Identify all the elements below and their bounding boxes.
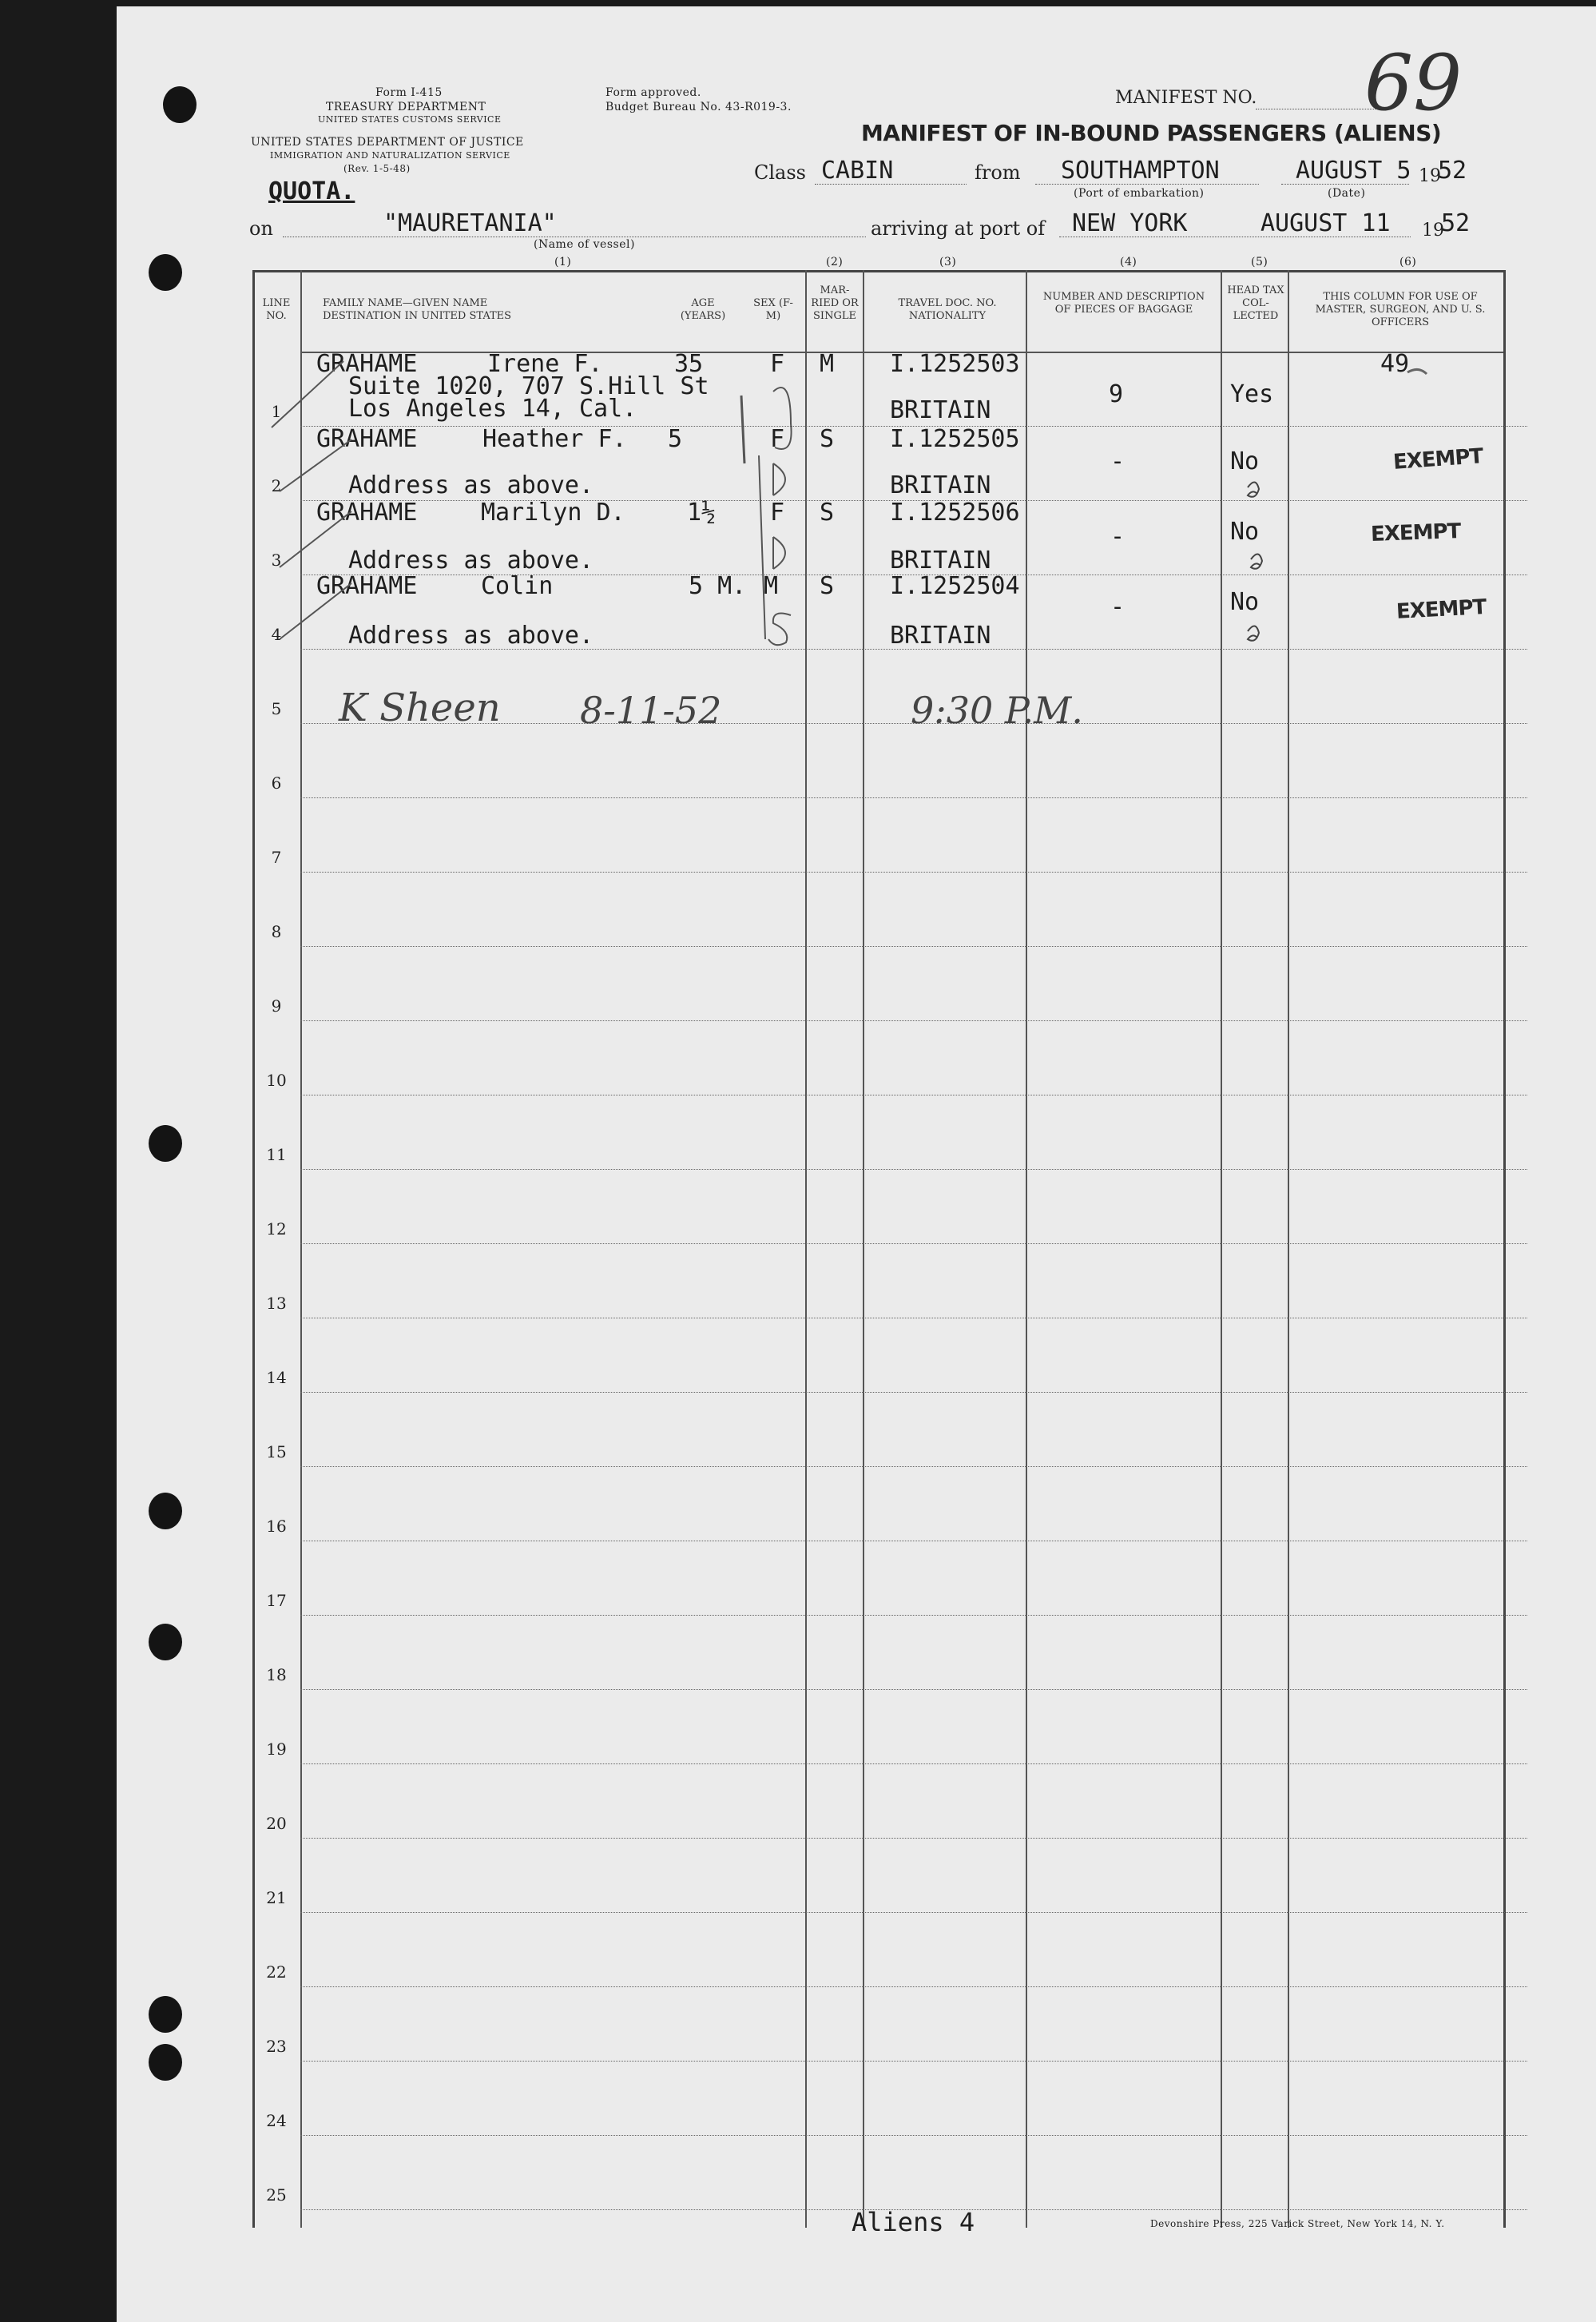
form-number: Form I-415 bbox=[375, 86, 443, 99]
column-number: (3) bbox=[939, 256, 957, 268]
age: 1½ bbox=[687, 499, 717, 527]
marital-status: S bbox=[820, 499, 835, 527]
pencil-smudge bbox=[1407, 369, 1427, 374]
surname: GRAHAME bbox=[316, 572, 418, 600]
name-header: FAMILY NAME—GIVEN NAME bbox=[323, 297, 488, 309]
line-number: 12 bbox=[266, 1219, 287, 1239]
pencil-letter bbox=[773, 463, 785, 495]
address-line-1: Address as above. bbox=[348, 622, 594, 650]
pencil-initial bbox=[1248, 626, 1259, 640]
line-number: 15 bbox=[266, 1442, 287, 1461]
married-header: MAR- RIED OR SINGLE bbox=[811, 284, 859, 322]
marital-status: S bbox=[820, 572, 835, 600]
customs-service: UNITED STATES CUSTOMS SERVICE bbox=[318, 114, 502, 125]
exempt-stamp: EXEMPT bbox=[1370, 519, 1461, 547]
on-label: on bbox=[249, 217, 273, 240]
baggage-count: - bbox=[1110, 523, 1126, 551]
printer-imprint: Devonshire Press, 225 Varick Street, New York 14, N. Y. bbox=[1150, 2218, 1445, 2229]
age: 5 M. bbox=[689, 572, 747, 600]
officers-header: THIS COLUMN FOR USE OF MASTER, SURGEON, AND U. S. OFFICERS bbox=[1315, 291, 1486, 328]
sex: F bbox=[770, 350, 785, 378]
address-line-1: Address as above. bbox=[348, 547, 594, 575]
nationality: BRITAIN bbox=[890, 622, 991, 650]
arrival-year: 52 bbox=[1441, 209, 1471, 237]
line-number: 13 bbox=[266, 1294, 287, 1313]
line-number: 25 bbox=[266, 2185, 287, 2205]
given-name: Irene F. bbox=[487, 350, 603, 378]
manifest-number: 69 bbox=[1364, 38, 1463, 128]
quota-label: QUOTA. bbox=[268, 177, 355, 205]
pencil-stroke bbox=[759, 455, 765, 639]
baggage-count: 9 bbox=[1109, 380, 1124, 408]
marital-status: S bbox=[820, 425, 835, 453]
baggage-count: - bbox=[1110, 593, 1126, 621]
address-line-1: Address as above. bbox=[348, 471, 594, 499]
marital-status: M bbox=[820, 350, 835, 378]
class-value: CABIN bbox=[821, 157, 894, 185]
pencil-initial bbox=[1248, 482, 1259, 496]
travel-doc-number: I.1252504 bbox=[890, 572, 1020, 600]
sex: M bbox=[764, 572, 779, 600]
travel-doc-header: TRAVEL DOC. NO. NATIONALITY bbox=[898, 297, 997, 322]
line-number: 17 bbox=[266, 1591, 287, 1610]
line-number: 22 bbox=[266, 1962, 287, 1982]
line-number: 23 bbox=[266, 2037, 287, 2056]
line-number: 3 bbox=[271, 551, 282, 570]
column-number: (5) bbox=[1251, 256, 1268, 268]
line-number: 16 bbox=[266, 1517, 287, 1536]
arrival-date: AUGUST 11 bbox=[1261, 209, 1391, 237]
column-number: (6) bbox=[1399, 256, 1417, 268]
line-number: 7 bbox=[271, 848, 282, 867]
age-header: AGE (YEARS) bbox=[680, 297, 726, 322]
surname: GRAHAME bbox=[316, 425, 418, 453]
head-tax: No bbox=[1230, 588, 1260, 616]
departure-date: AUGUST 5 bbox=[1296, 157, 1411, 185]
officer-note: 49 bbox=[1380, 350, 1410, 378]
pencil-tick bbox=[272, 361, 343, 427]
given-name: Marilyn D. bbox=[481, 499, 625, 527]
surname: GRAHAME bbox=[316, 499, 418, 527]
travel-doc-number: I.1252506 bbox=[890, 499, 1020, 527]
line-number: 19 bbox=[266, 1740, 287, 1759]
departure-year-prefix: 19 bbox=[1419, 166, 1441, 186]
travel-doc-number: I.1252505 bbox=[890, 425, 1020, 453]
arrival-port: NEW YORK bbox=[1072, 209, 1188, 237]
line-number: 11 bbox=[266, 1145, 287, 1164]
revision-date: (Rev. 1-5-48) bbox=[343, 163, 411, 174]
age: 35 bbox=[674, 350, 704, 378]
date-caption: (Date) bbox=[1328, 187, 1366, 200]
baggage-count: - bbox=[1110, 447, 1126, 475]
embarkation-port: SOUTHAMPTON bbox=[1061, 157, 1220, 185]
nationality: BRITAIN bbox=[890, 547, 991, 575]
pencil-tick bbox=[280, 439, 351, 491]
line-number: 21 bbox=[266, 1888, 287, 1907]
embarkation-caption: (Port of embarkation) bbox=[1074, 187, 1205, 200]
exempt-stamp: EXEMPT bbox=[1392, 444, 1484, 475]
class-label: Class bbox=[754, 161, 806, 184]
arrival-year-prefix: 19 bbox=[1422, 221, 1444, 241]
address-line-1: Suite 1020, 707 S.Hill St bbox=[348, 372, 709, 400]
sex-header: SEX (F-M) bbox=[753, 297, 793, 322]
line-number: 8 bbox=[271, 922, 282, 941]
inspector-signature: K Sheen bbox=[339, 686, 501, 730]
pencil-stroke bbox=[741, 396, 744, 463]
line-number: 1 bbox=[271, 402, 282, 421]
form-approved: Form approved. bbox=[605, 86, 701, 99]
from-label: from bbox=[975, 161, 1021, 184]
pencil-initial bbox=[1251, 554, 1262, 568]
footer-aliens-count: Aliens 4 bbox=[852, 2207, 975, 2237]
manifest-title: MANIFEST OF IN-BOUND PASSENGERS (ALIENS) bbox=[861, 120, 1442, 146]
travel-doc-number: I.1252503 bbox=[890, 350, 1020, 378]
pencil-tick bbox=[280, 583, 351, 639]
line-number: 14 bbox=[266, 1368, 287, 1387]
nationality: BRITAIN bbox=[890, 396, 991, 424]
pencil-letter bbox=[768, 614, 791, 646]
column-number: (1) bbox=[554, 256, 572, 268]
address-line-2: Los Angeles 14, Cal. bbox=[348, 395, 637, 423]
sex: F bbox=[770, 425, 785, 453]
budget-bureau: Budget Bureau No. 43-R019-3. bbox=[605, 101, 792, 113]
pencil-letter bbox=[773, 537, 785, 569]
line-number: 5 bbox=[271, 699, 282, 718]
line-number: 2 bbox=[271, 476, 282, 495]
line-number: 24 bbox=[266, 2111, 287, 2130]
head-tax: Yes bbox=[1230, 380, 1274, 408]
column-number: (4) bbox=[1120, 256, 1137, 268]
head-tax: No bbox=[1230, 447, 1260, 475]
department-of-justice: UNITED STATES DEPARTMENT OF JUSTICE bbox=[251, 136, 524, 149]
head-tax-header: HEAD TAX COL- LECTED bbox=[1227, 284, 1284, 322]
signature-time: 9:30 P.M. bbox=[911, 689, 1083, 732]
age: 5 bbox=[668, 425, 683, 453]
column-number: (2) bbox=[826, 256, 844, 268]
vessel-caption: (Name of vessel) bbox=[534, 238, 635, 251]
vessel-name: "MAURETANIA" bbox=[383, 209, 557, 237]
line-number: 4 bbox=[271, 625, 282, 644]
nationality: BRITAIN bbox=[890, 471, 991, 499]
line-number: 10 bbox=[266, 1071, 287, 1090]
line-number: 6 bbox=[271, 773, 282, 793]
destination-header: DESTINATION IN UNITED STATES bbox=[323, 310, 512, 322]
line-number: 18 bbox=[266, 1665, 287, 1684]
head-tax: No bbox=[1230, 518, 1260, 546]
signature-date: 8-11-52 bbox=[580, 689, 722, 732]
pencil-letter bbox=[773, 388, 792, 449]
ins-service: IMMIGRATION AND NATURALIZATION SERVICE bbox=[270, 150, 510, 161]
exempt-stamp: EXEMPT bbox=[1396, 595, 1487, 624]
sex: F bbox=[770, 499, 785, 527]
line-no-header: LINE NO. bbox=[262, 297, 291, 322]
arriving-label: arriving at port of bbox=[871, 217, 1046, 240]
line-number: 9 bbox=[271, 996, 282, 1016]
treasury-department: TREASURY DEPARTMENT bbox=[326, 101, 486, 113]
pencil-tick bbox=[280, 511, 351, 567]
manifest-no-label: MANIFEST NO. bbox=[1115, 88, 1257, 108]
baggage-header: NUMBER AND DESCRIPTION OF PIECES OF BAGGAGE bbox=[1042, 291, 1205, 316]
given-name: Heather F. bbox=[482, 425, 627, 453]
line-number: 20 bbox=[266, 1814, 287, 1833]
surname: GRAHAME bbox=[316, 350, 418, 378]
departure-year: 52 bbox=[1438, 157, 1467, 185]
given-name: Colin bbox=[481, 572, 554, 600]
